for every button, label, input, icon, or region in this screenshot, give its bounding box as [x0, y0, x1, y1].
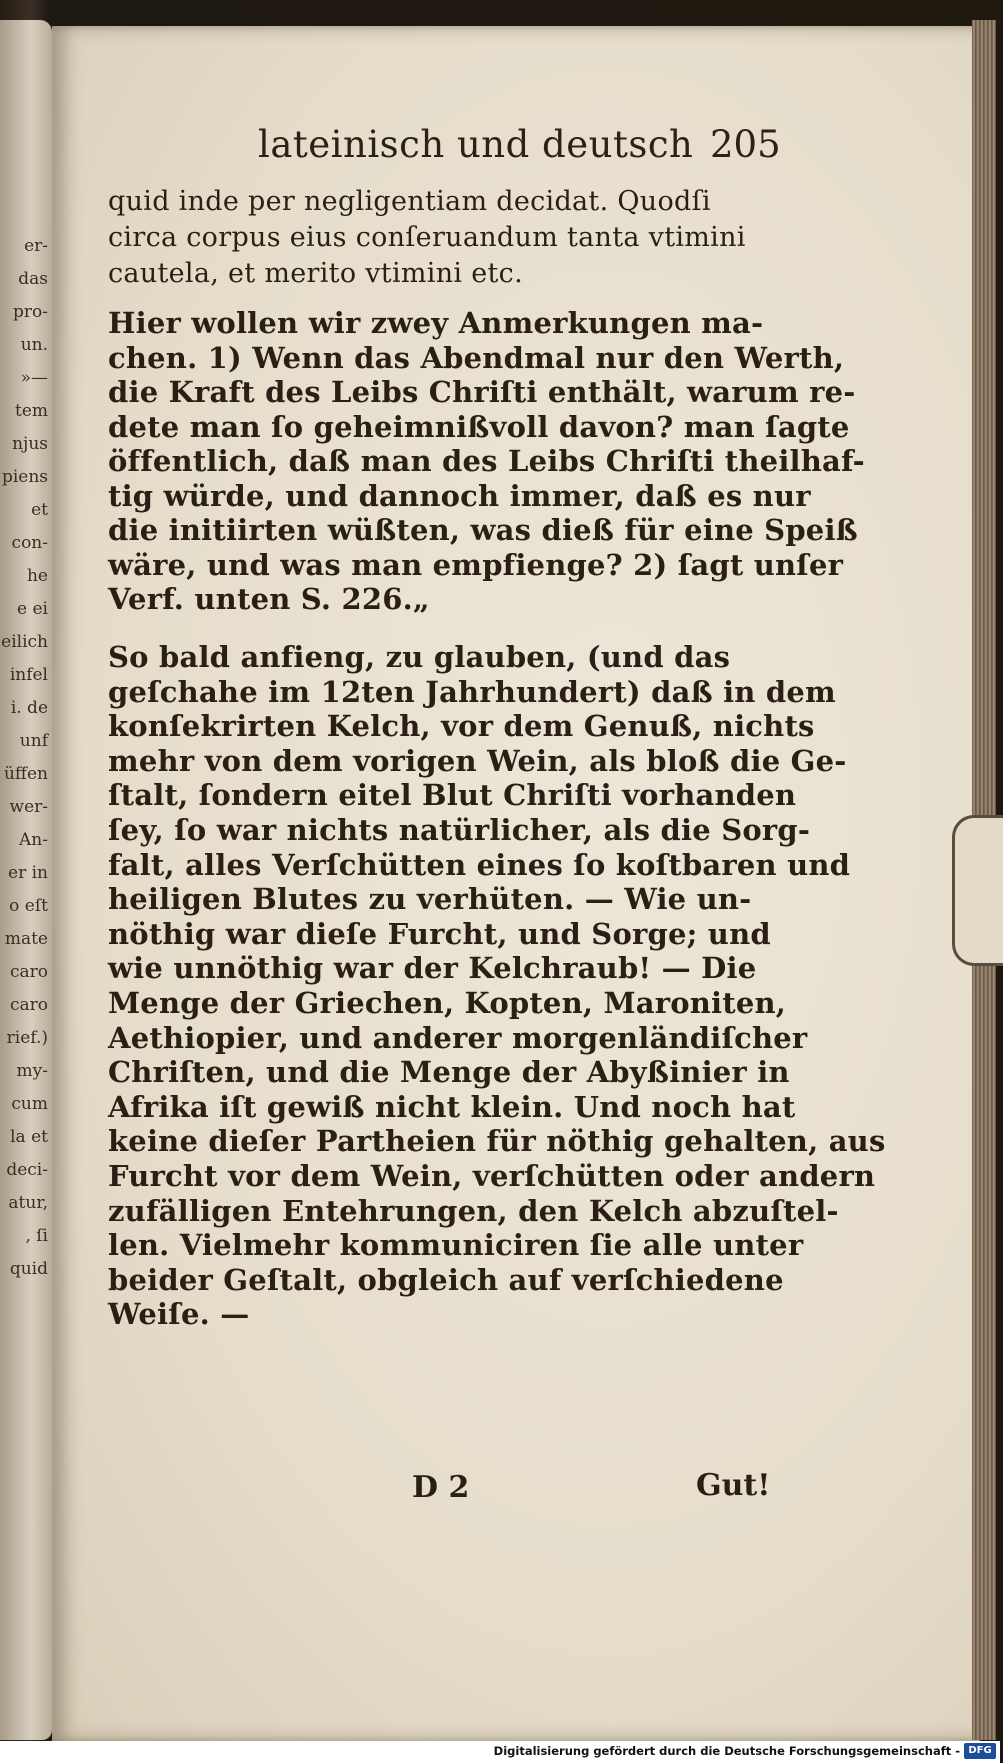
text-line: öffentlich, daß man des Leibs Chriſti theilhaf-	[108, 444, 865, 478]
left-page-fragment: caro	[9, 995, 48, 1015]
text-line: zufälligen Entehrungen, den Kelch abzuſtel-	[108, 1193, 839, 1228]
left-page-fragment: eilich	[1, 632, 48, 652]
left-page-fragment: rief.)	[6, 1028, 48, 1048]
text-line: cautela, et merito vtimini etc.	[108, 258, 523, 289]
left-page-fragment: An-	[19, 830, 48, 850]
left-page-fragment: njus	[12, 434, 48, 454]
text-line: dete man ſo geheimnißvoll davon? man ſagte	[108, 409, 850, 444]
left-page-fragment: he	[26, 566, 48, 586]
left-page-fragment: infel	[9, 665, 48, 685]
left-page-fragment: , ſi	[25, 1226, 48, 1246]
text-line: geſchahe im 12ten Jahrhundert) daß in dem	[108, 674, 836, 709]
text-line: heiligen Blutes zu verhüten. — Wie un-	[108, 882, 752, 917]
left-page-fragment: quid	[9, 1259, 48, 1279]
dfg-logo: DFG	[964, 1743, 996, 1759]
left-page-fragment: üffen	[3, 764, 48, 784]
left-page-fragment: un.	[20, 335, 48, 355]
left-page-fragment: i. de	[10, 698, 48, 718]
text-line: ſey, ſo war nichts natürlicher, als die Sorg-	[108, 813, 811, 847]
text-line: falt, alles Verſchütten eines ſo koſtbaren und	[108, 847, 851, 882]
text-line: Aethiopier, und anderer morgenländiſcher	[108, 1020, 808, 1055]
left-page-fragment: deci-	[6, 1160, 48, 1180]
text-line: circa corpus eius conſeruandum tanta vtimini	[108, 222, 746, 253]
text-line: Afrika iſt gewiß nicht klein. Und noch hat	[108, 1089, 796, 1124]
left-page-fragment: »—	[20, 368, 48, 388]
left-page-text-fragments	[0, 230, 52, 1286]
text-line: beider Geſtalt, obgleich auf verſchiedene	[108, 1262, 784, 1297]
text-line: So bald anfieng, zu glauben, (und das	[108, 640, 731, 674]
bookmark-tab	[952, 815, 1003, 966]
text-line: mehr von dem vorigen Wein, als bloß die Ge-	[108, 743, 847, 778]
text-line: Verf. unten S. 226.„	[108, 582, 430, 616]
text-line: die Kraft des Leibs Chriſti enthält, warum re-	[108, 375, 856, 409]
text-line: konſekrirten Kelch, vor dem Genuß, nichts	[108, 709, 815, 744]
left-page-fragment: caro	[9, 962, 48, 982]
left-page-fragment: piens	[1, 467, 48, 487]
left-page-fragment: tem	[14, 401, 48, 421]
text-line: Chriſten, und die Menge der Abyßinier in	[108, 1055, 790, 1090]
running-head: lateinisch und deutsch	[258, 123, 694, 166]
signature-mark: D 2	[412, 1470, 470, 1505]
left-page-fragment: mate	[4, 929, 48, 949]
text-line: nöthig war dieſe Furcht, und Sorge; und	[108, 916, 771, 951]
text-line: tig würde, und dannoch immer, daß es nur	[108, 478, 811, 513]
left-page-fragment: con-	[11, 533, 48, 553]
text-line: chen. 1) Wenn das Abendmal nur den Werth,	[108, 340, 845, 375]
left-page-fragment: cum	[11, 1094, 48, 1114]
left-page-fragment: atur,	[8, 1193, 48, 1213]
left-page-fragment: my-	[16, 1061, 48, 1081]
text-line: die initiirten wüßten, was dieß für eine Speiß	[108, 513, 858, 547]
left-page-fragment: o eſt	[9, 896, 48, 916]
text-line: wäre, und was man empfienge? 2) ſagt unſer	[108, 547, 844, 582]
left-page-fragment: et	[31, 500, 48, 520]
page-number: 205	[710, 123, 781, 166]
text-line: Weiſe. —	[108, 1297, 250, 1332]
text-line: Furcht vor dem Wein, verſchütten oder andern	[108, 1159, 876, 1193]
text-line: len. Vielmehr kommuniciren ſie alle unter	[108, 1228, 804, 1263]
left-page-fragment: das	[18, 269, 48, 289]
left-page-fragment: pro-	[13, 302, 48, 322]
left-page-fragment: la et	[10, 1127, 48, 1147]
left-page-fragment: er in	[8, 863, 48, 883]
text-line: wie unnöthig war der Kelchraub! — Die	[108, 951, 757, 986]
footer-credit: Digitalisierung gefördert durch die Deutsche Forschungsgemeinschaft -	[493, 1744, 960, 1758]
left-facing-page	[0, 20, 52, 1740]
left-page-fragment: e ei	[17, 599, 48, 619]
text-line: ſtalt, ſondern eitel Blut Chriſti vorhanden	[108, 778, 797, 813]
left-page-fragment: wer-	[9, 797, 48, 817]
text-line: quid inde per negligentiam decidat. Quodſi	[108, 186, 711, 217]
left-page-fragment: unf	[19, 731, 48, 751]
text-line: Menge der Griechen, Kopten, Maroniten,	[108, 986, 787, 1020]
text-line: keine dieſer Partheien für nöthig gehalten, aus	[108, 1124, 886, 1159]
catchword: Gut!	[696, 1468, 771, 1503]
text-line: Hier wollen wir zwey Anmerkungen ma-	[108, 306, 764, 340]
footer-bar	[0, 1741, 1000, 1763]
left-page-fragment: er-	[24, 236, 48, 256]
